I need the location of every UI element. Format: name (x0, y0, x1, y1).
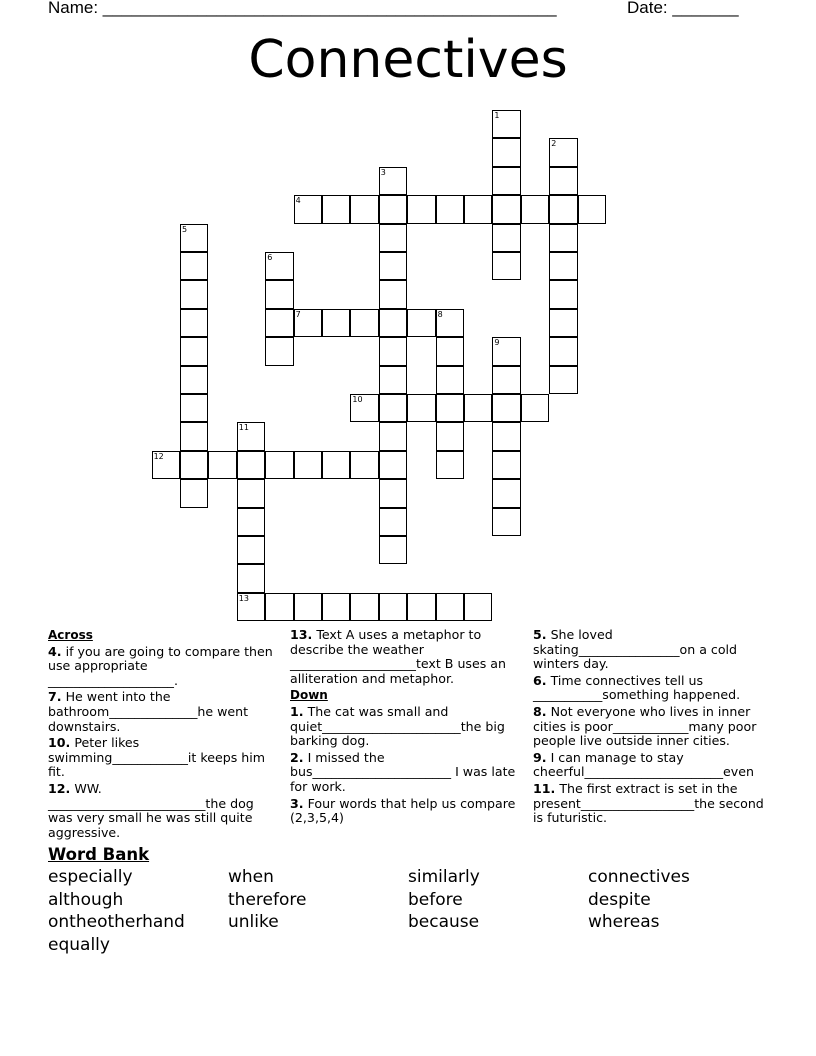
grid-cell[interactable] (549, 337, 577, 365)
clue (533, 705, 773, 749)
grid-cell[interactable] (464, 593, 492, 621)
clue (48, 782, 278, 840)
grid-cell[interactable] (265, 252, 293, 280)
grid-cell[interactable] (436, 394, 464, 422)
clue-number-label: 6. (533, 672, 547, 688)
grid-cell[interactable] (152, 451, 180, 479)
clue (48, 690, 278, 734)
grid-cell[interactable] (294, 195, 322, 223)
grid-cell[interactable] (180, 451, 208, 479)
grid-cell[interactable] (492, 195, 520, 223)
clue (290, 628, 524, 686)
word-bank-word: because (408, 912, 480, 933)
grid-cell[interactable] (549, 138, 577, 166)
grid-cell[interactable] (237, 508, 265, 536)
grid-cell[interactable] (492, 479, 520, 507)
grid-cell[interactable] (492, 451, 520, 479)
grid-cell[interactable] (492, 337, 520, 365)
grid-cell[interactable] (464, 394, 492, 422)
grid-cell[interactable] (379, 309, 407, 337)
page-title: Connectives (248, 30, 568, 90)
clue-column-3 (533, 628, 773, 828)
clue-text: WW. _________________________the dog was very small he was still quite aggressive. (48, 780, 254, 840)
grid-cell[interactable] (379, 536, 407, 564)
grid-cell[interactable] (492, 422, 520, 450)
grid-cell[interactable] (549, 309, 577, 337)
word-bank-word: equally (48, 934, 110, 955)
grid-cell[interactable] (322, 593, 350, 621)
grid-cell[interactable] (294, 593, 322, 621)
clue-number-label: 9. (533, 749, 547, 765)
grid-cell[interactable] (379, 224, 407, 252)
grid-cell[interactable] (549, 280, 577, 308)
grid-cell[interactable] (407, 593, 435, 621)
grid-cell[interactable] (350, 394, 378, 422)
word-bank-word: despite (588, 889, 651, 910)
grid-cell[interactable] (322, 451, 350, 479)
clue-number: 4 (295, 196, 301, 206)
clue-text: if you are going to compare then use appropriate ____________________. (48, 643, 273, 688)
grid-cell[interactable] (492, 138, 520, 166)
grid-cell[interactable] (492, 110, 520, 138)
clue-number-label: 5. (533, 627, 547, 642)
grid-cell[interactable] (407, 309, 435, 337)
grid-cell[interactable] (379, 479, 407, 507)
clue-text: Text A uses a metaphor to describe the weather ____________________text B uses an alliteration and metaphor. (290, 627, 506, 686)
grid-cell[interactable] (578, 195, 606, 223)
grid-cell[interactable] (237, 536, 265, 564)
clue-number-label: 2. (290, 749, 304, 765)
clue-text: Peter likes swimming____________it keeps him fit. (48, 735, 266, 780)
clue-number: 10 (352, 395, 363, 404)
grid-cell[interactable] (322, 195, 350, 223)
clue-number-label: 4. (48, 643, 62, 659)
grid-cell[interactable] (492, 167, 520, 195)
word-bank-word: ontheotherhand (48, 912, 185, 933)
grid-cell[interactable] (492, 394, 520, 422)
grid-cell[interactable] (492, 224, 520, 252)
grid-cell[interactable] (350, 451, 378, 479)
clue-number: 2 (551, 139, 557, 149)
clue-number-label: 10. (48, 735, 71, 751)
grid-cell[interactable] (265, 309, 293, 337)
grid-cell[interactable] (521, 394, 549, 422)
grid-cell[interactable] (180, 337, 208, 365)
word-bank-word: whereas (588, 912, 660, 933)
word-bank-word: although (48, 889, 124, 910)
grid-cell[interactable] (521, 195, 549, 223)
clue-number: 9 (494, 338, 500, 348)
grid-cell[interactable] (379, 394, 407, 422)
grid-cell[interactable] (379, 337, 407, 365)
word-bank-title: Word Bank (48, 845, 150, 864)
clue-number: 12 (153, 451, 164, 461)
clue-text: Four words that help us compare (2,3,5,4) (290, 795, 516, 826)
grid-cell[interactable] (265, 337, 293, 365)
grid-cell[interactable] (436, 195, 464, 223)
grid-cell[interactable] (379, 366, 407, 394)
clue-column-2 (290, 628, 524, 828)
grid-cell[interactable] (464, 195, 492, 223)
clue-text: Time connectives tell us ___________something happened. (533, 672, 741, 703)
clue-number-label: 13. (290, 627, 313, 642)
clue-number: 3 (380, 167, 386, 177)
grid-cell[interactable] (407, 195, 435, 223)
grid-cell[interactable] (436, 422, 464, 450)
grid-cell[interactable] (492, 366, 520, 394)
grid-cell[interactable] (549, 167, 577, 195)
clue-number: 7 (295, 309, 301, 319)
grid-cell[interactable] (436, 366, 464, 394)
word-bank-word: connectives (588, 867, 690, 887)
grid-cell[interactable] (549, 195, 577, 223)
grid-cell[interactable] (436, 451, 464, 479)
grid-cell[interactable] (379, 451, 407, 479)
clue (533, 751, 773, 780)
clue (533, 628, 773, 672)
clue-section-heading: Down (290, 688, 328, 703)
grid-cell[interactable] (237, 564, 265, 592)
word-bank-word: unlike (228, 912, 279, 933)
grid-cell[interactable] (379, 422, 407, 450)
grid-cell[interactable] (436, 337, 464, 365)
clue-text: She loved skating________________on a cold winters day. (533, 627, 738, 672)
clue (290, 705, 524, 749)
clue-number-label: 1. (290, 703, 304, 719)
grid-cell[interactable] (549, 252, 577, 280)
word-bank-word: when (228, 867, 274, 887)
word-bank-word: before (408, 889, 463, 910)
clue-number-label: 11. (533, 780, 556, 796)
grid-cell[interactable] (180, 280, 208, 308)
grid-cell[interactable] (549, 366, 577, 394)
clue-section-heading: Across (48, 628, 93, 642)
grid-cell[interactable] (492, 252, 520, 280)
clue-number-label: 12. (48, 780, 71, 796)
grid-cell[interactable] (294, 309, 322, 337)
clue-number: 5 (182, 224, 188, 234)
grid-cell[interactable] (379, 167, 407, 195)
word-bank-word: similarly (408, 867, 480, 887)
grid-cell[interactable] (180, 394, 208, 422)
grid-cell[interactable] (265, 280, 293, 308)
grid-cell[interactable] (379, 252, 407, 280)
grid-cell[interactable] (180, 252, 208, 280)
grid-cell[interactable] (379, 508, 407, 536)
grid-cell[interactable] (350, 195, 378, 223)
grid-cell[interactable] (180, 309, 208, 337)
name-line: Name: ________________________________________________ (48, 0, 557, 17)
grid-cell[interactable] (180, 422, 208, 450)
clue (290, 751, 524, 795)
grid-cell[interactable] (265, 451, 293, 479)
date-line: Date: _______ (627, 0, 739, 17)
word-bank-word: especially (48, 867, 133, 887)
clue-column-1 (48, 628, 278, 842)
clue (533, 782, 773, 826)
clue (290, 797, 524, 826)
grid-cell[interactable] (208, 451, 236, 479)
clue-number: 13 (238, 593, 249, 603)
clue-number: 1 (494, 111, 500, 120)
clue (48, 736, 278, 780)
clue-number-label: 8. (533, 703, 547, 719)
clue-number: 11 (238, 423, 249, 433)
clue-number: 6 (267, 253, 273, 262)
grid-cell[interactable] (237, 479, 265, 507)
clue-text: He went into the bathroom______________he went downstairs. (48, 689, 249, 734)
clue-number-label: 3. (290, 795, 304, 811)
grid-cell[interactable] (379, 195, 407, 223)
clue-text: The first extract is set in the present__________________the second is futuristic. (533, 780, 764, 826)
grid-cell[interactable] (379, 280, 407, 308)
grid-cell[interactable] (436, 593, 464, 621)
clue (48, 645, 278, 689)
grid-cell[interactable] (350, 593, 378, 621)
grid-cell[interactable] (379, 593, 407, 621)
grid-cell[interactable] (180, 366, 208, 394)
grid-cell[interactable] (237, 451, 265, 479)
grid-cell[interactable] (350, 309, 378, 337)
clue-text: The cat was small and quiet______________________the big barking dog. (290, 703, 505, 749)
grid-cell[interactable] (237, 422, 265, 450)
clue-number: 8 (437, 309, 443, 319)
word-bank (48, 866, 788, 956)
grid-cell[interactable] (265, 593, 293, 621)
clue-text: I missed the bus______________________ I was late for work. (290, 749, 516, 794)
grid-cell[interactable] (549, 224, 577, 252)
clue-text: Not everyone who lives in inner cities is poor____________many poor people live outside inner cities. (533, 703, 757, 749)
grid-cell[interactable] (294, 451, 322, 479)
word-bank-word: therefore (228, 889, 307, 910)
clue (533, 674, 773, 703)
grid-cell[interactable] (492, 508, 520, 536)
grid-cell[interactable] (237, 593, 265, 621)
grid-cell[interactable] (436, 309, 464, 337)
clue-text: I can manage to stay cheerful______________________even (533, 749, 754, 780)
grid-cell[interactable] (180, 224, 208, 252)
grid-cell[interactable] (407, 394, 435, 422)
grid-cell[interactable] (322, 309, 350, 337)
clue-number-label: 7. (48, 689, 62, 705)
grid-cell[interactable] (180, 479, 208, 507)
